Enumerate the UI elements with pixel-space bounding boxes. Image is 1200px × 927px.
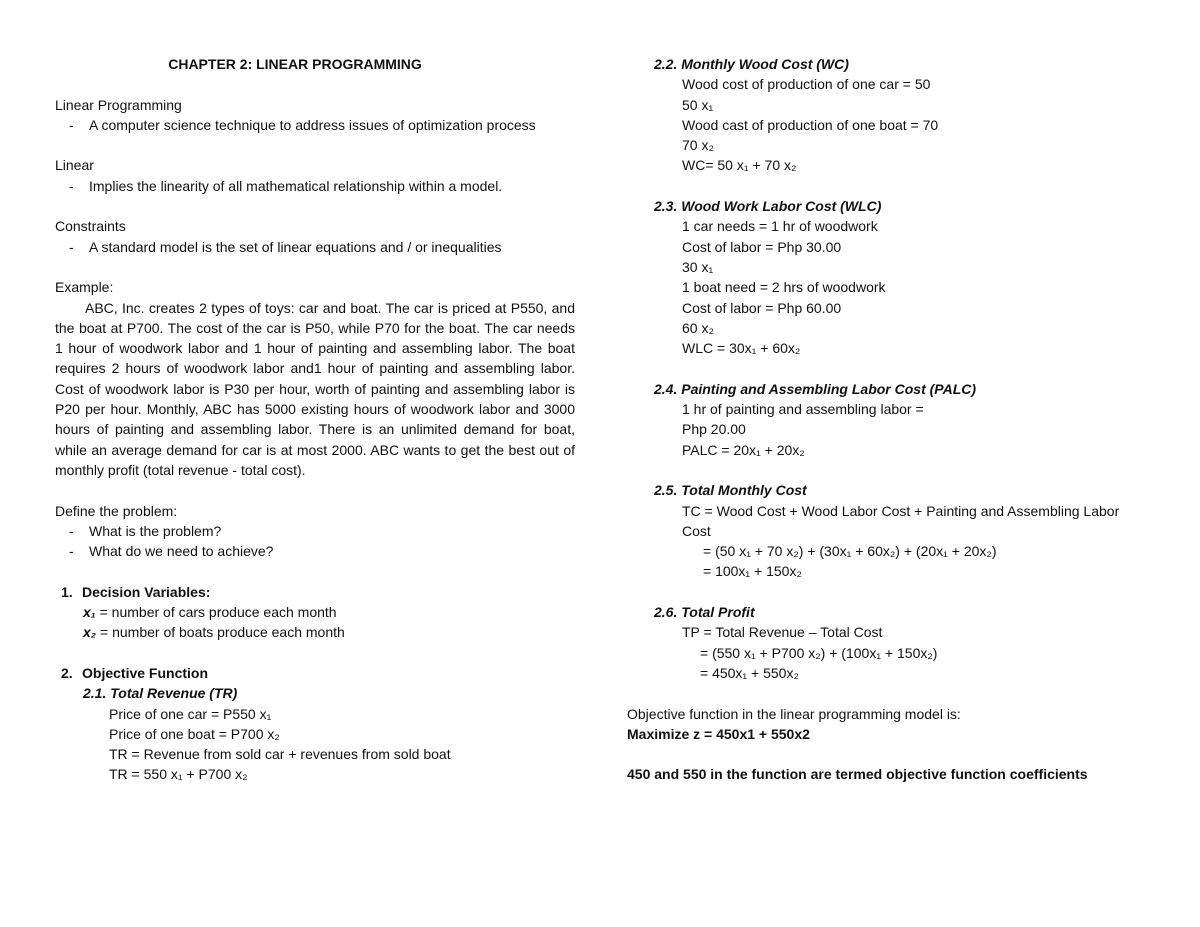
total-revenue-heading: 2.1. Total Revenue (TR) xyxy=(83,685,238,702)
wlc-line-2: Cost of labor = Php 30.00 xyxy=(682,238,842,255)
tr-line-1: Price of one car = P550 x₁ xyxy=(109,705,272,722)
tc-line-4: = 100x₁ + 150x₂ xyxy=(703,563,802,580)
coefficients-note: 450 and 550 in the function are termed objective function coefficients xyxy=(627,766,1088,783)
decision-variables-heading: 1. Decision Variables: xyxy=(61,583,211,600)
wlc-line-7: WLC = 30x₁ + 60x₂ xyxy=(682,340,801,357)
painting-assembling-cost-heading: 2.4. Painting and Assembling Labor Cost (PALC) xyxy=(654,380,977,397)
maximize-equation: Maximize z = 450x1 + 550x2 xyxy=(627,725,810,742)
tr-line-4: TR = 550 x₁ + P700 x₂ xyxy=(109,766,248,783)
wlc-line-4: 1 boat need = 2 hrs of woodwork xyxy=(682,279,886,296)
tp-line-2: = (550 x₁ + P700 x₂) + (100x₁ + 150x₂) xyxy=(700,644,938,661)
tc-line-2: Cost xyxy=(682,522,711,539)
tp-line-3: = 450x₁ + 550x₂ xyxy=(700,664,799,681)
left-column xyxy=(55,54,575,785)
total-monthly-cost-heading: 2.5. Total Monthly Cost xyxy=(654,482,807,499)
palc-line-2: Php 20.00 xyxy=(682,421,746,438)
wlc-line-1: 1 car needs = 1 hr of woodwork xyxy=(682,218,878,235)
objective-statement: Objective function in the linear programming model is: xyxy=(627,705,961,722)
wc-line-2: 50 x₁ xyxy=(682,96,714,113)
constraints-heading: Constraints xyxy=(55,218,126,235)
tr-line-3: TR = Revenue from sold car + revenues from sold boat xyxy=(109,746,451,763)
example-paragraph: ABC, Inc. creates 2 types of toys: car and boat. The car is priced at P550, and the boat at P700. The cost of the car is P50, while P70 for the boat. The car needs 1 hour of woodwork labor and 1 hour of painting and assembling labor. The boat requires 2 hours of woodwork labor and1 hour of painting and assembling labor. Cost of woodwork labor is P30 per hour, worth of painting and assembling labor is P20 per hour. Monthly, ABC has 5000 existing hours of woodwork labor and 3000 hours of painting and assembling labor. There is an unlimited demand for boat, while an average demand for car is at most 2000. ABC wants to get the best out of monthly profit (total revenue - total cost). xyxy=(55,299,575,478)
decision-variable-x2: x₂ = number of boats produce each month xyxy=(83,624,345,641)
palc-line-1: 1 hr of painting and assembling labor = xyxy=(682,401,924,418)
wood-cost-heading: 2.2. Monthly Wood Cost (WC) xyxy=(654,56,849,72)
define-heading: Define the problem: xyxy=(55,502,178,519)
wc-line-5: WC= 50 x₁ + 70 x₂ xyxy=(682,157,797,174)
tp-line-1: TP = Total Revenue – Total Cost xyxy=(682,624,883,641)
example-heading: Example: xyxy=(55,279,114,296)
wc-line-3: Wood cast of production of one boat = 70 xyxy=(682,116,939,133)
define-question-1: - What is the problem? xyxy=(69,522,222,539)
linear-heading: Linear xyxy=(55,157,94,174)
wood-work-labor-cost-heading: 2.3. Wood Work Labor Cost (WLC) xyxy=(654,198,882,215)
wlc-line-3: 30 x₁ xyxy=(682,258,714,275)
palc-line-3: PALC = 20x₁ + 20x₂ xyxy=(682,441,805,458)
linear-definition: - Implies the linearity of all mathematical relationship within a model. xyxy=(69,177,503,194)
wc-line-4: 70 x₂ xyxy=(682,137,714,154)
chapter-title: CHAPTER 2: LINEAR PROGRAMMING xyxy=(168,56,422,72)
objective-function-heading: 2. Objective Function xyxy=(61,664,209,681)
tc-line-3: = (50 x₁ + 70 x₂) + (30x₁ + 60x₂) + (20x₁ + 20x₂) xyxy=(703,543,997,560)
lp-definition: - A computer science technique to address issues of optimization process xyxy=(69,116,536,133)
tc-line-1: TC = Wood Cost + Wood Labor Cost + Painting and Assembling Labor xyxy=(682,502,1120,519)
wlc-line-5: Cost of labor = Php 60.00 xyxy=(682,299,842,316)
right-column xyxy=(627,54,1167,785)
wlc-line-6: 60 x₂ xyxy=(682,319,714,336)
define-question-2: - What do we need to achieve? xyxy=(69,543,274,560)
lp-heading: Linear Programming xyxy=(55,96,182,113)
constraints-definition: - A standard model is the set of linear equations and / or inequalities xyxy=(69,238,502,255)
wc-line-1: Wood cost of production of one car = 50 xyxy=(682,76,931,93)
decision-variable-x1: x₁ = number of cars produce each month xyxy=(83,604,337,621)
tr-line-2: Price of one boat = P700 x₂ xyxy=(109,725,280,742)
total-profit-heading: 2.6. Total Profit xyxy=(654,604,755,621)
